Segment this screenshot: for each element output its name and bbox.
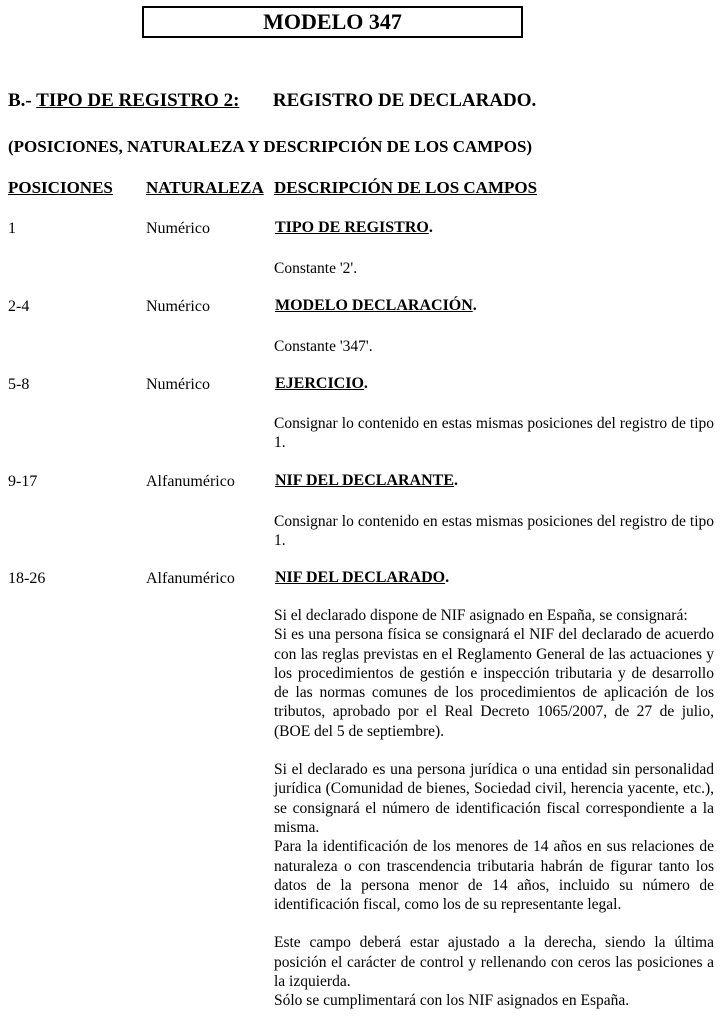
field-positions: 9-17	[8, 473, 38, 490]
field-nature: Alfanumérico	[146, 473, 235, 490]
document-title: MODELO 347	[142, 6, 523, 38]
section-prefix: B.-	[8, 90, 32, 111]
column-header-nature: NATURALEZA	[146, 178, 264, 197]
field-description	[274, 512, 714, 551]
column-header-description: DESCRIPCIÓN DE LOS CAMPOS	[274, 178, 538, 197]
description-paragraph: Constante '2'.	[274, 260, 358, 277]
field-positions: 1	[8, 220, 16, 237]
description-paragraph: Sólo se cumplimentará con los NIF asignados en España.	[274, 992, 630, 1010]
section-heading	[8, 90, 536, 112]
description-paragraph: Para la identificación de los menores de 14 años en sus relaciones de naturaleza o con trascendencia tributaria habrán de figurar tanto los datos de la persona menor de 14 años, incluido su número de identificación fiscal, como los de su representante legal.	[274, 838, 714, 914]
field-nature: Alfanumérico	[146, 570, 235, 587]
description-paragraph: Consignar lo contenido en estas mismas posiciones del registro de tipo 1.	[274, 415, 714, 452]
field-title: NIF DEL DECLARANTE.	[275, 472, 458, 489]
field-title: NIF DEL DECLARADO.	[275, 569, 450, 586]
column-header-positions: POSICIONES	[8, 178, 113, 197]
field-description	[274, 606, 714, 1011]
field-description	[274, 414, 714, 453]
field-description	[274, 259, 714, 278]
field-positions: 2-4	[8, 298, 30, 315]
field-title-text: TIPO DE REGISTRO	[275, 219, 429, 236]
section-name: TIPO DE REGISTRO 2:	[36, 90, 240, 111]
field-title: EJERCICIO.	[275, 375, 368, 392]
field-nature: Numérico	[146, 220, 210, 237]
description-paragraph: Este campo deberá estar ajustado a la derecha, siendo la última posición el carácter de control y rellenando con ceros las posiciones a la izquierda.	[274, 934, 714, 991]
field-nature: Numérico	[146, 376, 210, 393]
description-paragraph: Si el declarado dispone de NIF asignado en España, se consignará:	[274, 607, 688, 624]
field-title-text: MODELO DECLARACIÓN	[275, 297, 473, 314]
description-paragraph: Si el declarado es una persona jurídica o una entidad sin personalidad jurídica (Comunidad de bienes, Sociedad civil, herencia yacente, etc.), se consignará el número de identificación fiscal correspondiente a la misma.	[274, 761, 714, 836]
description-paragraph: Si es una persona física se consignará el NIF del declarado de acuerdo con las reglas previstas en el Reglamento General de las actuaciones y los procedimientos de gestión e inspección tributaria y de desarrollo de las normas comunes de los procedimientos de aplicación de los tributos, aprobado por el Real Decreto 1065/2007, de 27 de julio, (BOE del 5 de septiembre).	[274, 626, 714, 740]
description-paragraph: Constante '347'.	[274, 338, 373, 355]
field-nature: Numérico	[146, 298, 210, 315]
field-positions: 5-8	[8, 376, 30, 393]
field-description	[274, 337, 714, 356]
subheading: (POSICIONES, NATURALEZA Y DESCRIPCIÓN DE LOS CAMPOS)	[8, 137, 533, 156]
field-title-text: NIF DEL DECLARANTE	[275, 472, 454, 489]
field-title: TIPO DE REGISTRO.	[275, 219, 433, 236]
field-title-text: NIF DEL DECLARADO	[275, 569, 446, 586]
field-title: MODELO DECLARACIÓN.	[275, 297, 477, 314]
field-title-text: EJERCICIO	[275, 375, 364, 392]
section-description: REGISTRO DE DECLARADO.	[272, 90, 537, 111]
field-positions: 18-26	[8, 570, 46, 587]
description-paragraph: Consignar lo contenido en estas mismas posiciones del registro de tipo 1.	[274, 513, 714, 550]
